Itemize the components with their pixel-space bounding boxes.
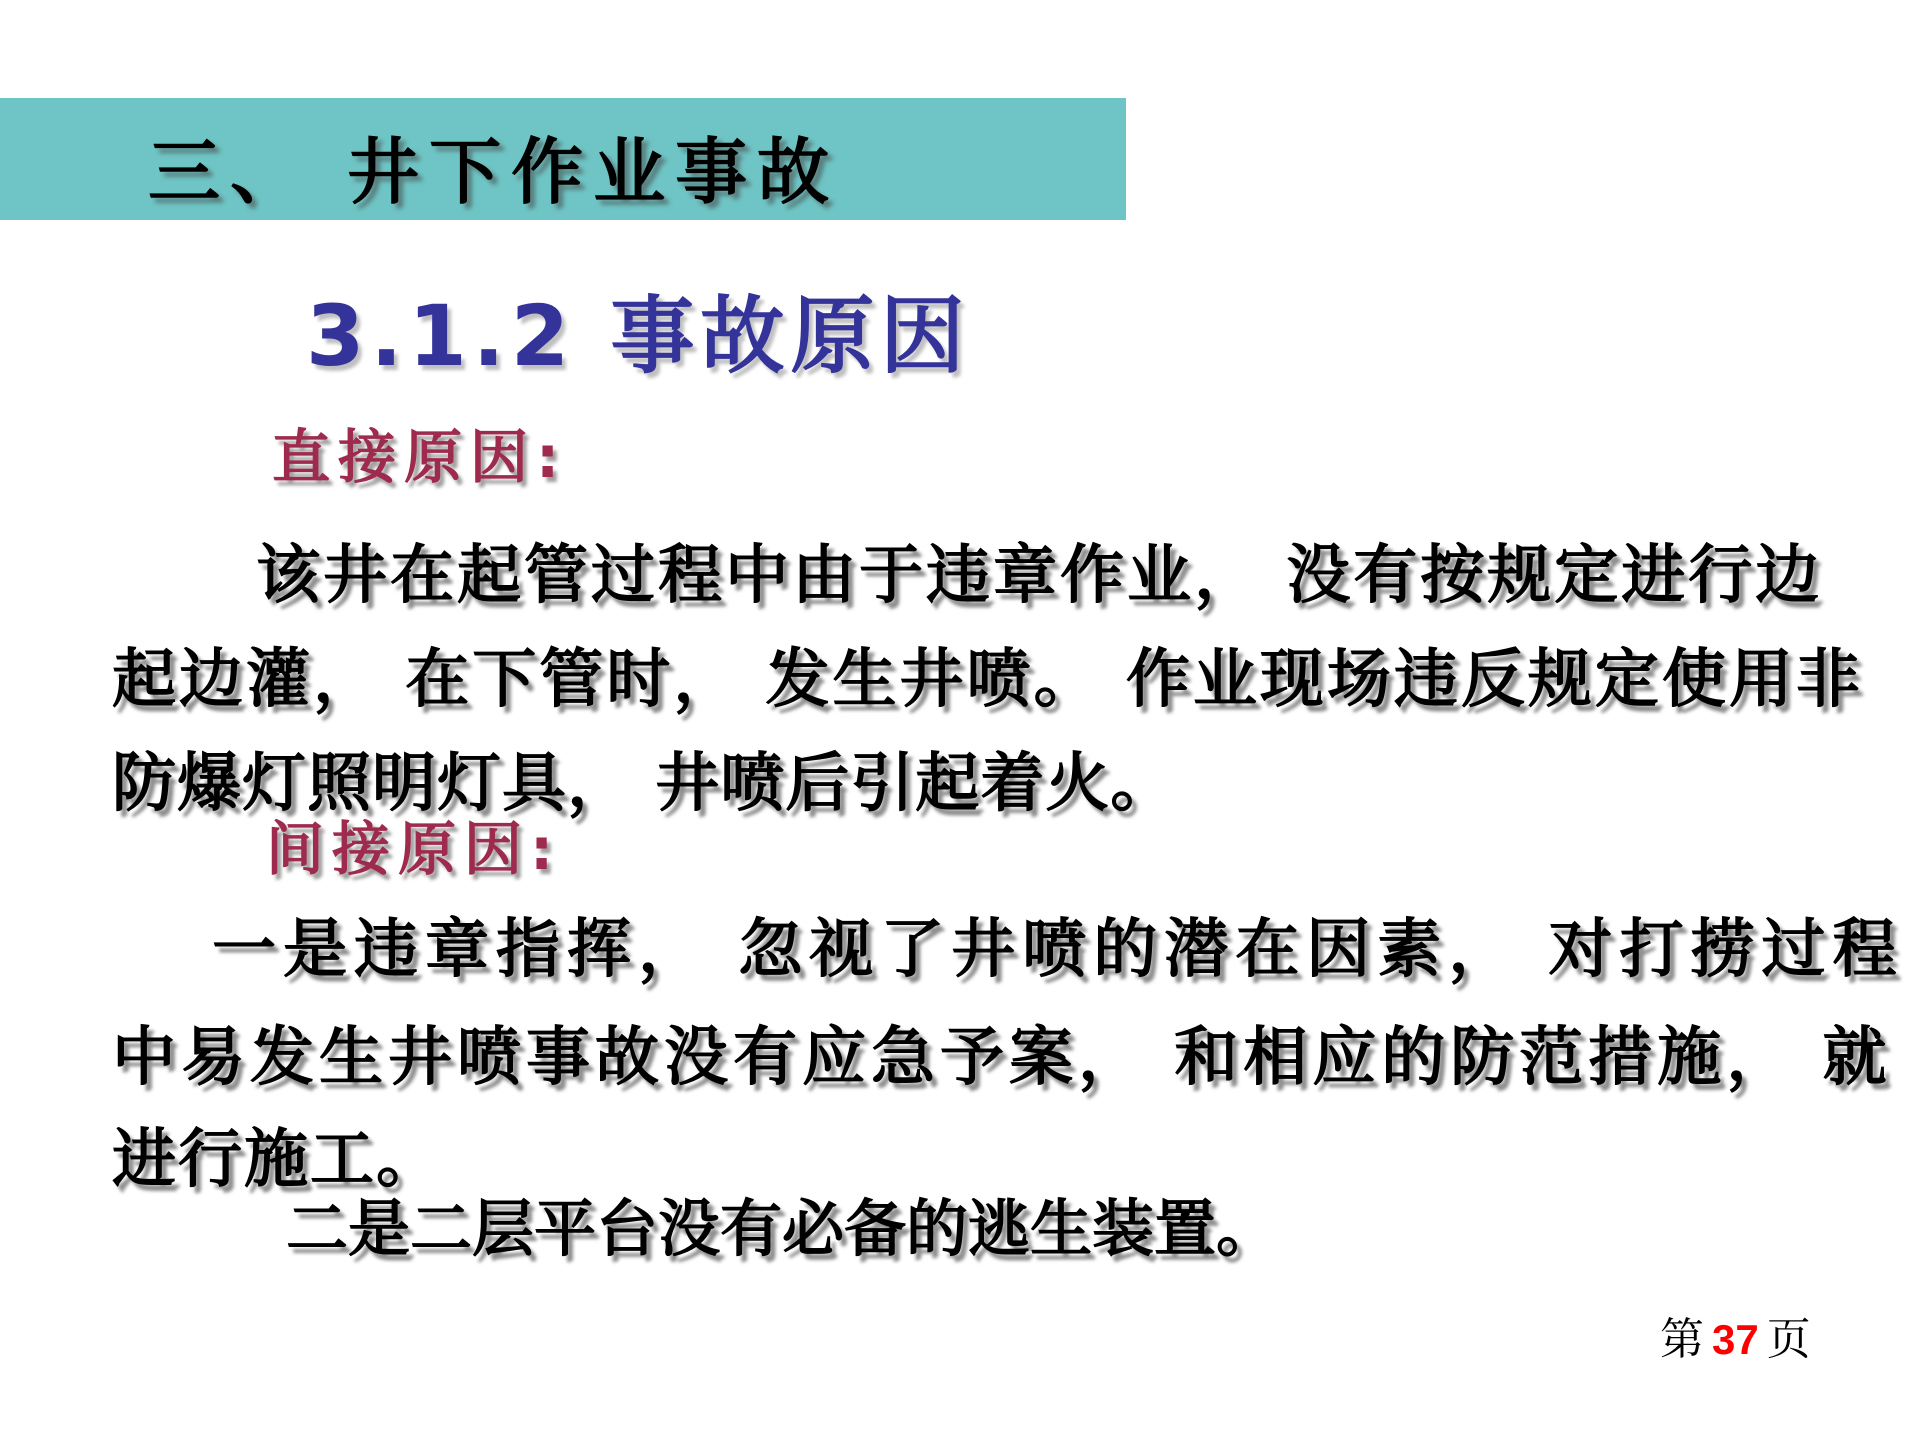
body-text-line: 进行施工。 [112, 1123, 442, 1197]
page-number-prefix: 第 [1660, 1315, 1704, 1364]
header-bar [0, 98, 1126, 220]
page-number-value: 37 [1712, 1316, 1759, 1363]
body-text-line: 防爆灯照明灯具， 井喷后引起着火。 [112, 747, 1176, 821]
page-number [1660, 1315, 1811, 1364]
slide-header-title: 三、 井下作业事故 [148, 130, 840, 214]
direct-cause-heading: 直接原因: [272, 423, 568, 491]
indirect-cause-heading: 间接原因: [266, 815, 562, 883]
page-number-suffix: 页 [1766, 1315, 1811, 1364]
section-title: 3.1.2 事故原因 [306, 287, 971, 385]
body-text-line: 二是二层平台没有必备的逃生装置。 [286, 1192, 1279, 1265]
body-text-line: 该井在起管过程中由于违章作业， 没有按规定进行边 [256, 539, 1823, 613]
body-text-line: 中易发生井喷事故没有应急予案， 和相应的防范措施， 就 [112, 1021, 1892, 1095]
body-text-line: 起边灌， 在下管时， 发生井喷。 作业现场违反规定使用非 [112, 643, 1863, 717]
body-text-line: 一是违章指挥， 忽视了井喷的潜在因素， 对打捞过程 [212, 913, 1904, 987]
